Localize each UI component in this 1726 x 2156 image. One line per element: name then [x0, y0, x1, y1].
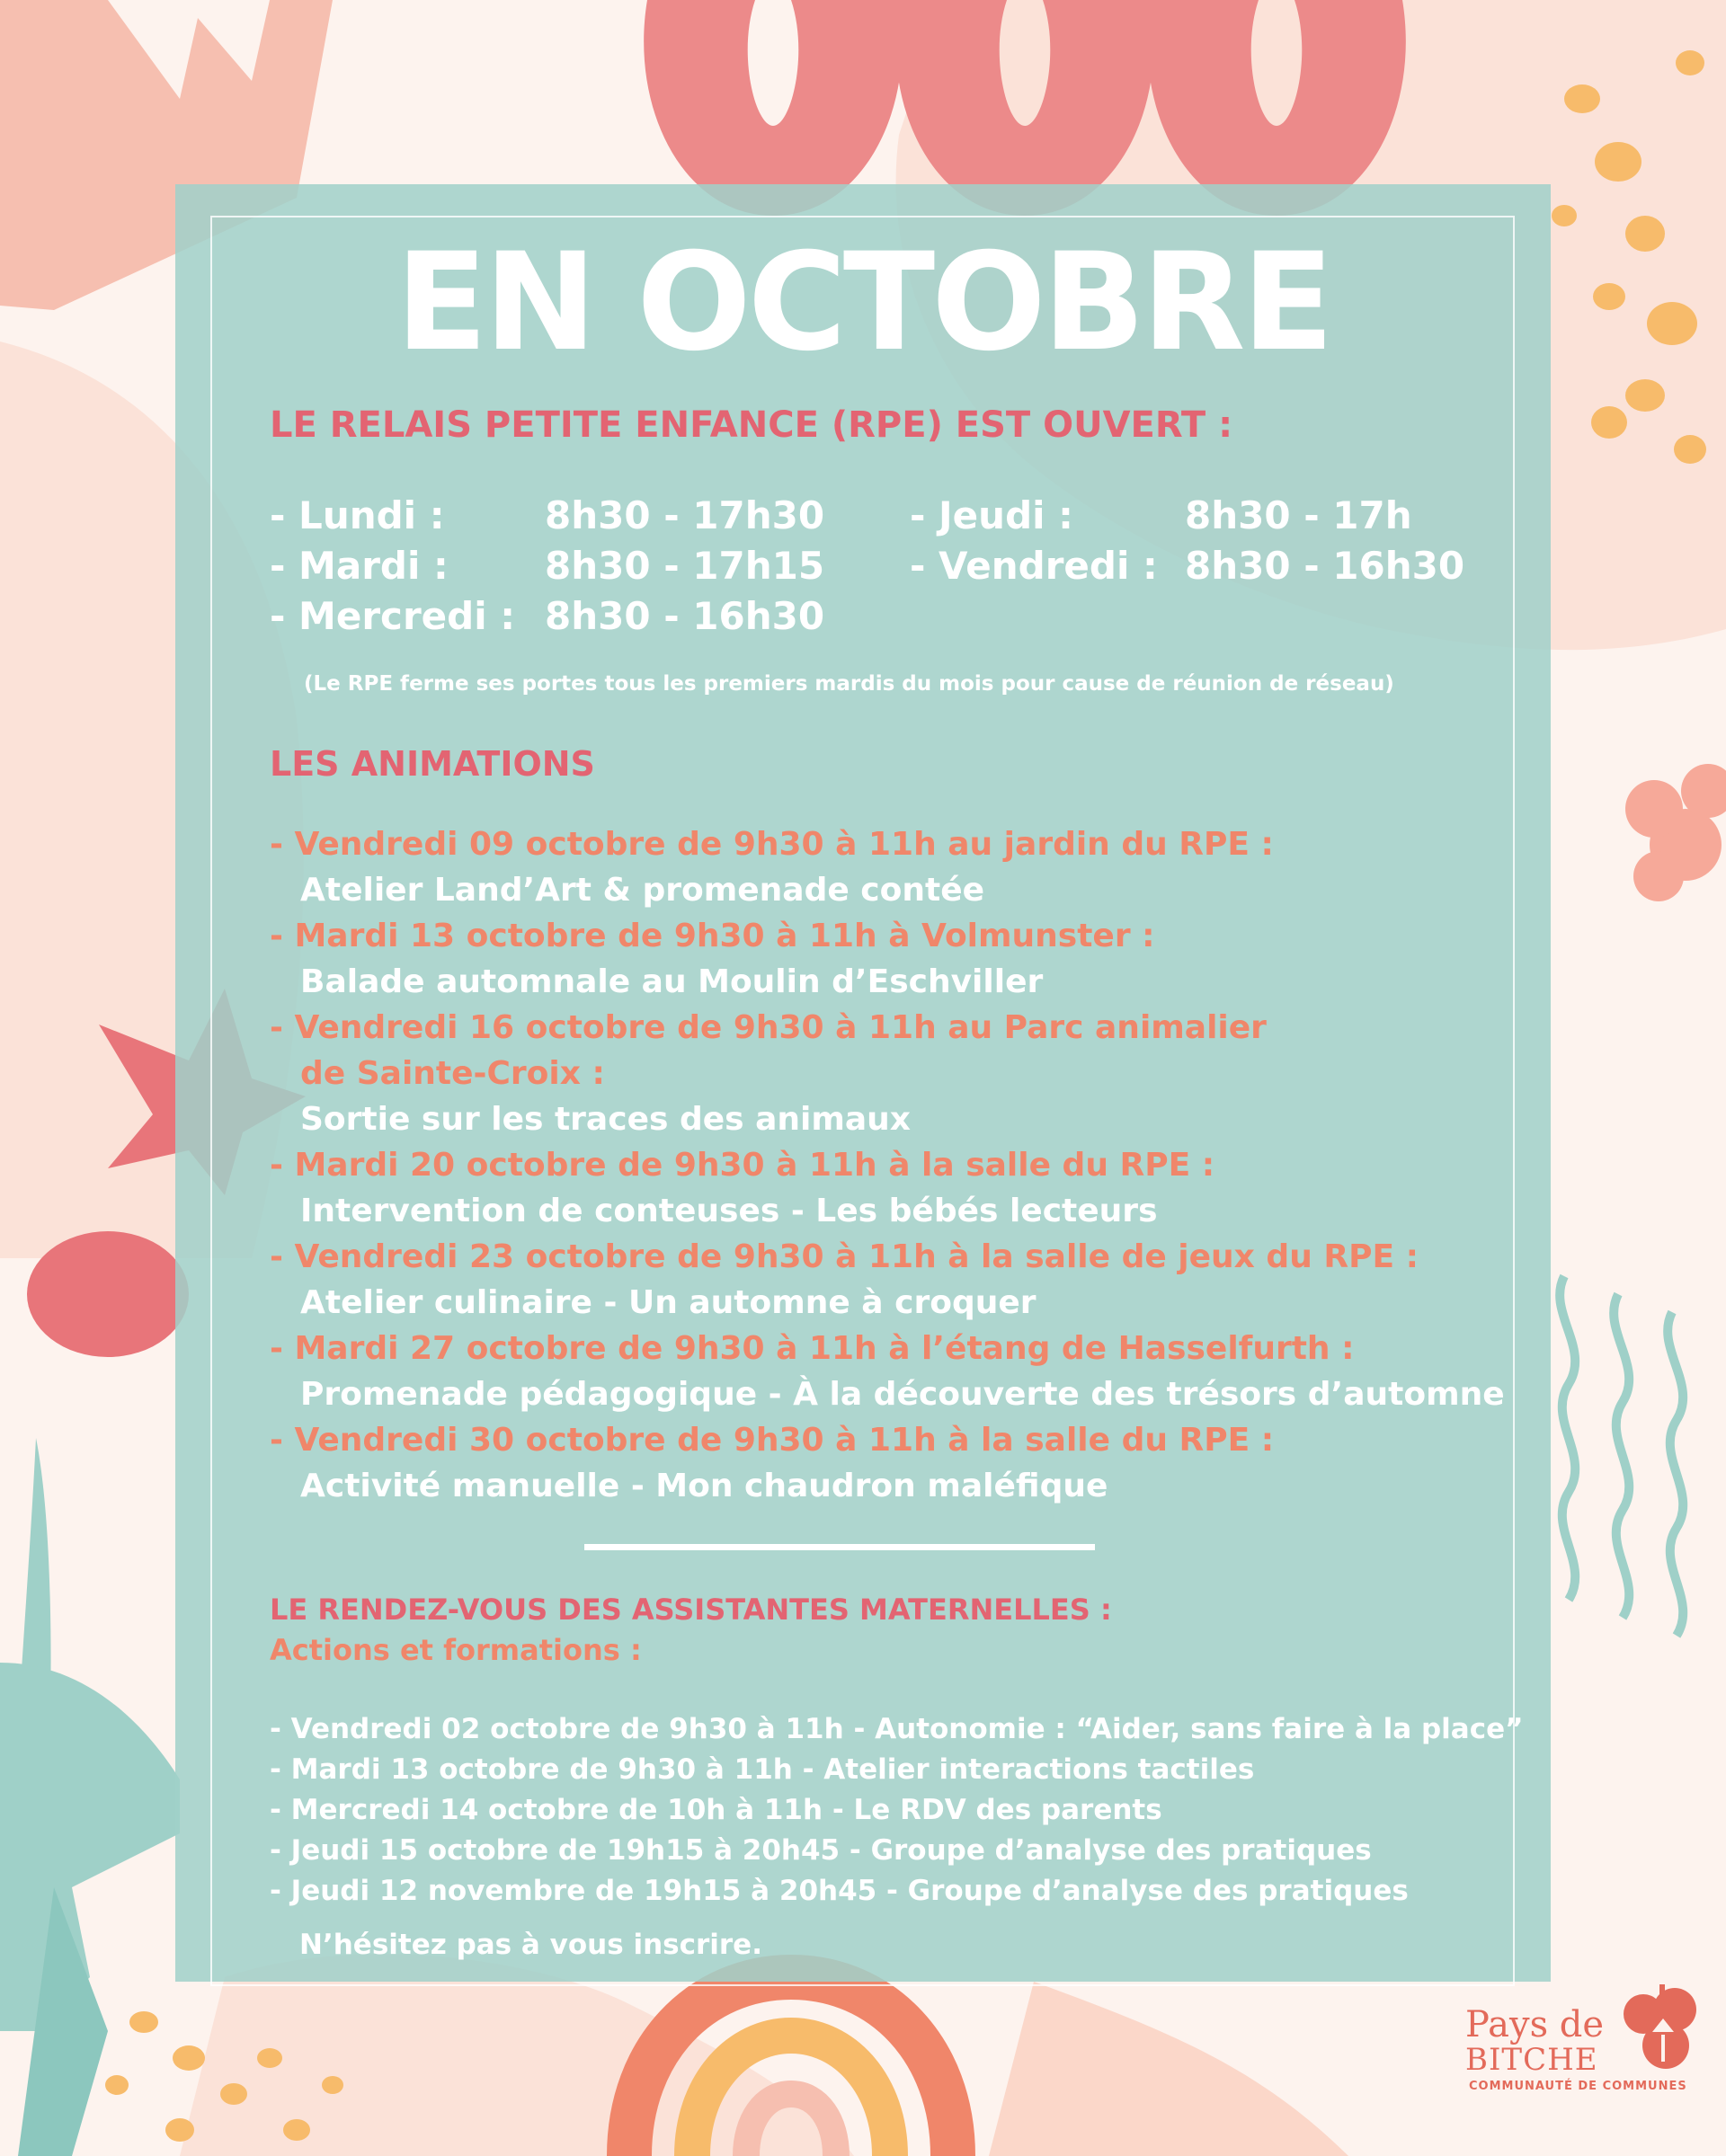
day-label: - Vendredi :: [910, 544, 1158, 588]
day-hours: 8h30 - 16h30: [1185, 544, 1465, 588]
day-hours: 8h30 - 17h15: [545, 544, 825, 588]
pink-flower-shape: [1625, 764, 1726, 901]
day-label: - Lundi :: [270, 493, 445, 537]
animation-date: - Mardi 20 octobre de 9h30 à 11h à la salle du RPE :: [270, 1147, 1215, 1184]
animation-date: de Sainte-Croix :: [300, 1055, 605, 1092]
animations-heading: LES ANIMATIONS: [270, 744, 595, 784]
animation-date: - Vendredi 09 octobre de 9h30 à 11h au jardin du RPE :: [270, 826, 1274, 863]
rdv-item: - Mercredi 14 octobre de 10h à 11h - Le RDV des parents: [270, 1794, 1162, 1826]
pink-arch-shape: [644, 0, 903, 216]
day-label: - Jeudi :: [910, 493, 1073, 537]
rdv-item: - Vendredi 02 octobre de 9h30 à 11h - Autonomie : “Aider, sans faire à la place”: [270, 1713, 1524, 1745]
rdv-heading: LE RENDEZ-VOUS DES ASSISTANTES MATERNELLES :: [270, 1593, 1112, 1627]
closing-note: (Le RPE ferme ses portes tous les premiers mardis du mois pour cause de réunion de réseau): [304, 672, 1394, 696]
rdv-item: - Jeudi 12 novembre de 19h15 à 20h45 - Groupe d’analyse des pratiques: [270, 1875, 1409, 1907]
peach-blob-shape: [989, 1982, 1348, 2156]
animation-title: Activité manuelle - Mon chaudron maléfique: [300, 1468, 1108, 1504]
animation-date: - Vendredi 16 octobre de 9h30 à 11h au Parc animalier: [270, 1009, 1267, 1046]
animation-date: - Mardi 13 octobre de 9h30 à 11h à Volmunster :: [270, 918, 1155, 954]
animation-date: - Vendredi 30 octobre de 9h30 à 11h à la salle du RPE :: [270, 1422, 1275, 1459]
rdv-list: [270, 1709, 1524, 1912]
day-hours: 8h30 - 17h: [1185, 493, 1412, 537]
teal-plant-shape: [0, 1663, 180, 2031]
rdv-footer: N’hésitez pas à vous inscrire.: [299, 1929, 762, 1961]
animation-title: Sortie sur les traces des animaux: [300, 1101, 912, 1138]
day-label: - Mardi :: [270, 544, 449, 588]
rdv-subheading: Actions et formations :: [270, 1633, 642, 1667]
opening-heading: LE RELAIS PETITE ENFANCE (RPE) EST OUVERT :: [270, 404, 1233, 446]
rdv-item: - Mardi 13 octobre de 9h30 à 11h - Atelier interactions tactiles: [270, 1753, 1255, 1786]
animations-list: [270, 821, 1505, 1509]
day-hours: 8h30 - 16h30: [545, 594, 825, 638]
teal-waves-shape: [1560, 1276, 1683, 1636]
pink-blob-shape: [27, 1231, 189, 1357]
logo-line-2: BITCHE: [1465, 2042, 1598, 2078]
logo-emblem-icon: [1616, 1983, 1706, 2081]
logo-line-1: Pays de: [1465, 2004, 1605, 2045]
day-label: - Mercredi :: [270, 594, 516, 638]
logo-line-3: COMMUNAUTÉ DE COMMUNES: [1469, 2080, 1687, 2093]
animation-title: Balade automnale au Moulin d’Eschviller: [300, 963, 1044, 1000]
animation-date: - Vendredi 23 octobre de 9h30 à 11h à la salle de jeux du RPE :: [270, 1238, 1419, 1275]
animation-title: Atelier Land’Art & promenade contée: [300, 872, 985, 909]
page-title: EN OCTOBRE: [396, 225, 1330, 381]
rdv-item: - Jeudi 15 octobre de 19h15 à 20h45 - Groupe d’analyse des pratiques: [270, 1834, 1372, 1867]
day-hours: 8h30 - 17h30: [545, 493, 825, 537]
pays-de-bitche-logo: [1464, 1983, 1715, 2117]
animation-date: - Mardi 27 octobre de 9h30 à 11h à l’étang de Hasselfurth :: [270, 1330, 1355, 1367]
animation-title: Atelier culinaire - Un automne à croquer: [300, 1284, 1036, 1321]
animation-title: Promenade pédagogique - À la découverte des trésors d’automne: [300, 1376, 1505, 1413]
section-divider: [584, 1544, 1095, 1550]
animation-title: Intervention de conteuses - Les bébés lecteurs: [300, 1193, 1158, 1229]
